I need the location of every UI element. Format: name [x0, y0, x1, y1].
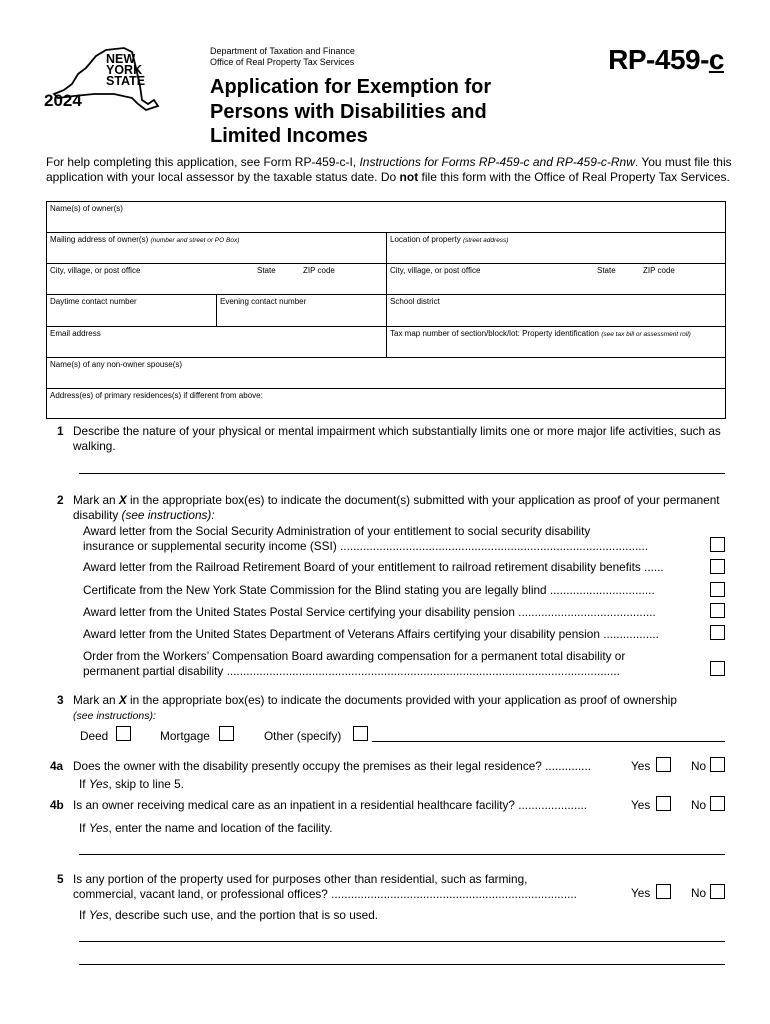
state-label-2: State: [597, 266, 616, 275]
q3-text-a: Mark an: [73, 693, 119, 707]
location-hint: (street address): [462, 237, 509, 244]
logo-state: STATE: [106, 74, 146, 88]
location-label: Location of property: [390, 235, 461, 244]
q2-option-postal: Award letter from the United States Postal Service certifying your disability pension ..........................................: [83, 605, 656, 619]
q4a-note-b: , skip to line 5.: [108, 777, 184, 791]
help-part-2: . You must file this application with your local assessor by the taxable status date. Do: [46, 155, 732, 184]
q4a-text: Does the owner with the disability presently occupy the premises as their legal residence? ..............: [73, 759, 592, 773]
evening-phone-label: Evening contact number: [220, 297, 307, 306]
state-label-1: State: [257, 266, 276, 275]
q2-option-railroad: Award letter from the Railroad Retirement Board of your entitlement to railroad retirement disability benefits ......: [83, 560, 664, 574]
grid-row-address: [47, 233, 725, 264]
zip-label-2: ZIP code: [643, 266, 675, 275]
q2-option-workers-line2: permanent partial disability ........................................................................................................................: [83, 664, 620, 678]
q2-text-b: in the appropriate box(es) to indicate the document(s) submitted with your application as proof of your permanent disability: [73, 493, 720, 522]
q4b-text: Is an owner receiving medical care as an inpatient in a residential healthcare facility? .....................: [73, 798, 588, 812]
email-field[interactable]: [47, 327, 387, 357]
q3-text: [73, 693, 723, 724]
city-field-2[interactable]: [387, 264, 725, 294]
mailing-address-field[interactable]: [47, 233, 387, 263]
q2-option-ssa: [83, 524, 703, 554]
school-district-label: School district: [390, 297, 440, 306]
q5-note: [79, 908, 378, 923]
form-number: [608, 44, 724, 76]
owner-names-label: Name(s) of owner(s): [50, 204, 123, 213]
tax-map-label: Tax map number of section/block/lot: Property identification: [390, 329, 599, 338]
q5-answer-line-1[interactable]: [79, 941, 725, 942]
zip-label-1: ZIP code: [303, 266, 335, 275]
mailing-address-label: Mailing address of owner(s): [50, 235, 149, 244]
q2-option-blind: Certificate from the New York State Commission for the Blind stating you are legally blind ................................: [83, 583, 655, 597]
q2-number: 2: [57, 493, 64, 507]
q3-other-label: Other (specify): [264, 729, 342, 743]
title-line-2: Persons with Disabilities and: [210, 100, 487, 123]
q2-checkbox-ssa[interactable]: [710, 537, 725, 552]
department-name: [210, 46, 355, 68]
q5-checkbox-no[interactable]: [710, 884, 725, 899]
form-number-suffix: c: [708, 44, 724, 75]
logo-wordmark: [106, 54, 145, 87]
q3-deed-label: Deed: [80, 729, 109, 743]
city-field-1[interactable]: [47, 264, 387, 294]
q3-checkbox-other[interactable]: [353, 726, 368, 741]
q2-option-workers: [83, 649, 703, 679]
dept-line-2: Office of Real Property Tax Services: [210, 57, 355, 67]
q4b-note-yes: Yes: [88, 821, 109, 835]
q5-note-b: , describe such use, and the portion that is so used.: [108, 908, 379, 922]
q4a-note-a: If: [79, 777, 89, 791]
q5-text-line1: Is any portion of the property used for purposes other than residential, such as farming,: [73, 872, 528, 886]
city-label-1: City, village, or post office: [50, 266, 141, 275]
q3-checkbox-mortgage[interactable]: [219, 726, 234, 741]
help-text: [46, 155, 736, 185]
q2-checkbox-railroad[interactable]: [710, 559, 725, 574]
form-title: [210, 75, 491, 149]
grid-row-email: [47, 327, 725, 358]
q4b-note: [79, 821, 333, 836]
q4a-note: [79, 777, 184, 792]
q3-checkbox-deed[interactable]: [116, 726, 131, 741]
q2-text: [73, 493, 723, 523]
evening-phone-field[interactable]: [217, 295, 387, 326]
q3-text-b: in the appropriate box(es) to indicate the documents provided with your application as proof of ownership: [126, 693, 677, 707]
q3-other-specify-line[interactable]: [372, 741, 725, 742]
email-label: Email address: [50, 329, 101, 338]
q1-number: 1: [57, 424, 64, 438]
q1-answer-line[interactable]: [79, 473, 725, 474]
mailing-address-hint: (number and street or PO Box): [150, 237, 240, 244]
q4b-no-label: No: [691, 798, 707, 812]
grid-row-spouse: [47, 358, 725, 389]
q2-option-workers-line1: Order from the Workers’ Compensation Board awarding compensation for a permanent total disability or: [83, 649, 626, 663]
grid-row-contact: [47, 295, 725, 327]
logo-york: YORK: [106, 63, 143, 77]
city-label-2: City, village, or post office: [390, 266, 481, 275]
q3-hint: (see instructions):: [73, 710, 156, 722]
q4b-number: 4b: [50, 798, 64, 812]
q5-yes-label: Yes: [631, 886, 651, 900]
owner-info-grid: [46, 201, 726, 419]
q2-checkbox-veterans[interactable]: [710, 625, 725, 640]
q2-x-mark: X: [118, 493, 127, 507]
q4b-note-b: , enter the name and location of the facility.: [108, 821, 333, 835]
spouse-names-label: Name(s) of any non-owner spouse(s): [50, 360, 183, 369]
form-year: 2024: [44, 91, 82, 110]
dept-line-1: Department of Taxation and Finance: [210, 46, 355, 56]
q4b-facility-line[interactable]: [79, 854, 725, 855]
help-instructions-ref: Instructions for Forms RP-459-c and RP-459-c-Rnw: [359, 155, 635, 169]
q2-option-veterans: Award letter from the United States Department of Veterans Affairs certifying your disability pension .................: [83, 627, 659, 641]
q2-text-a: Mark an: [73, 493, 119, 507]
q4b-checkbox-no[interactable]: [710, 796, 725, 811]
title-line-3: Limited Incomes: [210, 125, 368, 147]
form-number-main: RP-459-: [608, 44, 709, 75]
q4a-yes-label: Yes: [631, 759, 651, 773]
q5-answer-line-2[interactable]: [79, 964, 725, 965]
help-not: not: [399, 170, 419, 184]
q2-checkbox-postal[interactable]: [710, 603, 725, 618]
help-part-1: For help completing this application, see Form RP-459-c-I,: [46, 155, 360, 169]
q2-checkbox-workers[interactable]: [710, 661, 725, 676]
tax-map-field[interactable]: [387, 327, 725, 357]
daytime-phone-label: Daytime contact number: [50, 297, 137, 306]
q3-number: 3: [57, 693, 64, 707]
q2-option-ssa-line1: Award letter from the Social Security Administration of your entitlement to social security disability: [83, 524, 591, 538]
q4a-number: 4a: [50, 759, 64, 773]
daytime-phone-field[interactable]: [47, 295, 217, 326]
primary-address-label: Address(es) of primary residences(s) if different from above:: [50, 391, 263, 400]
owner-names-field[interactable]: [47, 202, 725, 232]
q5-checkbox-yes[interactable]: [656, 884, 671, 899]
property-location-field[interactable]: [387, 233, 725, 263]
q5-note-yes: Yes: [88, 908, 109, 922]
grid-row-primary-address: [47, 389, 725, 418]
q5-no-label: No: [691, 886, 707, 900]
q5-number: 5: [57, 872, 64, 886]
q2-option-ssa-line2: insurance or supplemental security income (SSI) ..............................................................................................: [83, 539, 649, 553]
q3-x-mark: X: [118, 693, 127, 707]
q3-mortgage-label: Mortgage: [160, 729, 210, 743]
logo-new: NEW: [106, 52, 136, 66]
q2-checkbox-blind[interactable]: [710, 582, 725, 597]
q4a-checkbox-no[interactable]: [710, 757, 725, 772]
q4b-yes-label: Yes: [631, 798, 651, 812]
nys-logo: [44, 44, 164, 114]
q5-text: [73, 872, 628, 902]
q4a-note-yes: Yes: [88, 777, 109, 791]
q5-text-line2: commercial, vacant land, or professional offices? ...........................................................................: [73, 887, 577, 901]
q4a-no-label: No: [691, 759, 707, 773]
tax-map-hint: (see tax bill or assessment roll): [601, 331, 691, 338]
primary-address-field[interactable]: [47, 389, 725, 418]
q2-hint: (see instructions):: [121, 508, 215, 522]
q1-text: Describe the nature of your physical or mental impairment which substantially limits one or more major life activities, such as walking.: [73, 424, 721, 453]
q5-note-a: If: [79, 908, 89, 922]
grid-row-owners: [47, 202, 725, 233]
q4b-checkbox-yes[interactable]: [656, 796, 671, 811]
spouse-names-field[interactable]: [47, 358, 725, 388]
grid-row-city: [47, 264, 725, 295]
title-line-1: Application for Exemption for: [210, 76, 492, 98]
help-part-3: file this form with the Office of Real Property Tax Services.: [418, 170, 730, 184]
school-district-field[interactable]: [387, 295, 725, 326]
q4b-note-a: If: [79, 821, 89, 835]
q4a-checkbox-yes[interactable]: [656, 757, 671, 772]
